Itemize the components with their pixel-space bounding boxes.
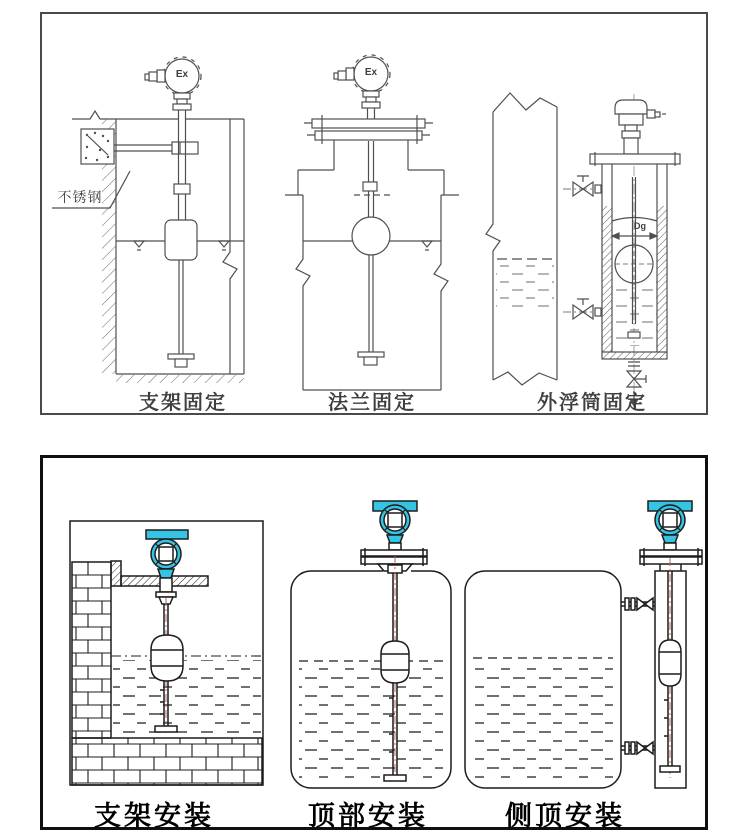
caption-side-top-install: 侧顶安装 [505,801,625,831]
installation-methods-panel [40,455,708,830]
ex-marking: Ex [364,67,378,78]
flange-fixing-diagram [285,55,459,390]
caption-bracket-install: 支架安装 [94,801,214,831]
float-body [352,217,390,255]
valve-icon [563,176,601,196]
stainless-steel-label: 不锈钢 [57,189,103,205]
dg-dimension-label: Dg [634,221,646,231]
installation-methods-drawing [43,458,705,831]
valve-icon [563,299,601,319]
float-body [659,640,681,686]
ex-marking: Ex [175,69,189,80]
smart-transmitter-head [648,501,692,550]
bracket-install-diagram [70,521,263,785]
external-chamber-fixing-diagram [486,93,680,414]
bracket-fixing-diagram [52,57,244,383]
float-body [165,220,197,260]
side-top-install-diagram [465,501,702,788]
caption-bracket-fixing: 支架固定 [139,392,227,414]
valve-icon [621,742,655,754]
caption-flange-fixing: 法兰固定 [328,392,416,414]
float-body [151,635,183,681]
caption-top-install: 顶部安装 [308,801,428,831]
smart-transmitter-head [373,501,417,550]
valve-icon [621,598,655,610]
float-body [381,641,409,683]
caption-external-chamber-fixing: 外浮筒固定 [537,392,647,414]
top-install-diagram [291,501,451,788]
fixing-methods-panel [40,12,708,415]
